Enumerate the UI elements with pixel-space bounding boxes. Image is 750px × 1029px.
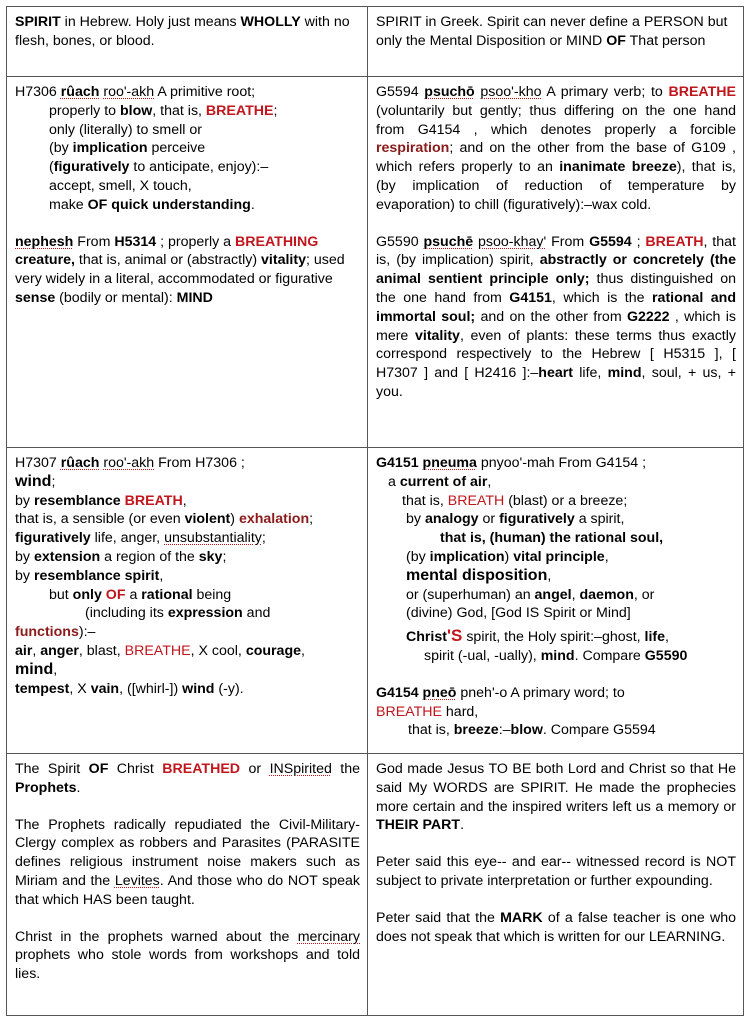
greek-definitions-cell bbox=[368, 77, 744, 448]
g4151-line: mental disposition, bbox=[406, 566, 552, 584]
header-text: SPIRIT in Greek. Spirit can never define a PERSON but only the Mental Disposition or MIND bbox=[376, 14, 728, 49]
lemma: rûach bbox=[60, 84, 100, 100]
document-page bbox=[6, 6, 743, 1016]
prophets-commentary-cell bbox=[7, 754, 368, 1016]
h7307-line: figuratively life, anger, unsubstantiality; bbox=[15, 530, 266, 547]
h7307-line: that is, a sensible (or even violent) exhalation; bbox=[15, 511, 314, 528]
of-word: OF bbox=[606, 32, 626, 49]
g4151-line: a current of air, bbox=[388, 473, 492, 490]
header-text: in Hebrew. Holy just means bbox=[60, 14, 241, 30]
h7306-line: (figuratively to anticipate, enjoy):– bbox=[49, 159, 269, 176]
comparison-table bbox=[6, 6, 744, 1016]
hebrew-header-cell bbox=[7, 7, 368, 77]
g4154-line: G4154 pneō pneh'-o A primary word; to bbox=[376, 684, 625, 701]
commentary-paragraph: Peter said this eye-- and ear-- witnessed record is NOT subject to private interpretation or further expounding. bbox=[376, 854, 736, 889]
nephesh-paragraph: nephesh From H5314 ; properly a BREATHING creature, that is, animal or (abstractly) vitality; used very widely in a literal, accommodated or figurative sense (bodily or mental): MIND bbox=[15, 233, 345, 306]
header-text: That person bbox=[625, 32, 706, 49]
h7307-line: mind, bbox=[15, 660, 58, 678]
h7306-line: properly to blow, that is, BREATHE; bbox=[49, 102, 278, 119]
greek-header-cell bbox=[368, 7, 744, 77]
h7307-line: by extension a region of the sky; bbox=[15, 548, 227, 565]
commentary-paragraph: God made Jesus TO BE both Lord and Christ so that He said My WORDS are SPIRIT. He made the prophecies more certain and the inspired writers left us a memory or THEIR PART. bbox=[376, 761, 736, 834]
commentary-paragraph: The Spirit OF Christ BREATHED or INSpirited the Prophets. bbox=[15, 761, 361, 796]
commentary-row bbox=[7, 754, 744, 1016]
g4151-line: that is, BREATH (blast) or a breeze; bbox=[402, 492, 628, 509]
h7306-line: only (literally) to smell or bbox=[49, 121, 202, 138]
definition-row-1 bbox=[7, 77, 744, 448]
h7307-line: functions):– bbox=[15, 624, 96, 641]
commentary-paragraph: The Prophets radically repudiated the Civil-Military-Clergy complex as robbers and Parasites (PARASITE defines religious instrument noise makers such as Miriam and the Levites. And those who do NOT speak that which HAS been taught. bbox=[15, 816, 360, 908]
pronunciation: roo'-akh bbox=[103, 84, 155, 100]
h7307-line: by resemblance spirit, bbox=[15, 567, 164, 584]
h7306-line: accept, smell, X touch, bbox=[49, 177, 192, 194]
h7307-line: (including its expression and bbox=[85, 605, 271, 622]
g4151-line: by analogy or figuratively a spirit, bbox=[406, 511, 625, 528]
peter-commentary-cell bbox=[368, 754, 744, 1016]
h7306-line: H7306 rûach roo'-akh A primitive root; bbox=[15, 84, 256, 100]
g5594-paragraph: G5594 psuchō psoo'-kho A primary verb; to BREATHE (voluntarily but gently; thus differing on the one hand from G4154 , which denotes properly a forcible respiration; and on the other from the base of G109 , which refers properly to an inanimate breeze), that is, (by implication of reduction of temperature by evaporation) to chill (figuratively):–wax cold. bbox=[376, 84, 737, 213]
wholly-word: WHOLLY bbox=[240, 14, 301, 30]
g4151-line: (divine) God, [God IS Spirit or Mind] bbox=[406, 605, 631, 622]
g5590-paragraph: G5590 psuchē psoo-khay' From G5594 ; BREATH, that is, (by implication) spirit, abstractly or concretely (the animal sentient principle only; thus distinguished on the one hand from G4151, which is the rational and immortal soul; and on the other from G2222 , which is mere vitality, even of plants: these terms thus exactly correspond respectively to the Hebrew [ H5315 ], [ H7307 ] and [ H2416 ]:–heart life, mind, soul, + us, + you. bbox=[376, 233, 737, 400]
g4151-line: (by implication) vital principle, bbox=[406, 548, 609, 565]
h7306-cell bbox=[7, 77, 368, 448]
header-row bbox=[7, 7, 744, 77]
g4151-line: that is, (human) the rational soul, bbox=[440, 530, 664, 547]
commentary-paragraph: Peter said that the MARK of a false teacher is one who does not speak that which is written for our LEARNING. bbox=[376, 909, 736, 945]
h7307-line: H7307 rûach roo'-akh From H7306 ; bbox=[15, 455, 245, 471]
header-text: with no flesh, bones, or blood. bbox=[15, 14, 350, 49]
commentary-paragraph: Christ in the prophets warned about the mercinary prophets who stole words from workshops and told lies. bbox=[15, 928, 360, 983]
pneuma-cell bbox=[368, 448, 744, 754]
h7307-line: but only OF a rational being bbox=[49, 586, 232, 603]
g4154-line: BREATHE hard, bbox=[376, 703, 479, 720]
h7307-line: tempest, X vain, ([whirl-]) wind (-y). bbox=[15, 680, 244, 697]
h7307-line: air, anger, blast, BREATHE, X cool, courage, bbox=[15, 642, 305, 659]
g4151-line: Christ'S spirit, the Holy spirit:–ghost, life, bbox=[406, 626, 669, 646]
g4151-line: spirit (-ual, -ually), mind. Compare G5590 bbox=[424, 647, 688, 664]
h7306-line: make OF quick understanding. bbox=[49, 196, 255, 213]
g4154-line: that is, breeze:–blow. Compare G5594 bbox=[408, 722, 656, 739]
h7307-line: wind; bbox=[15, 472, 56, 490]
g4151-line: or (superhuman) an angel, daemon, or bbox=[406, 586, 655, 603]
h7306-line: (by implication perceive bbox=[49, 140, 206, 157]
h7307-line: by resemblance BREATH, bbox=[15, 492, 187, 509]
spirit-word: SPIRIT bbox=[15, 14, 61, 30]
definition-row-2 bbox=[7, 448, 744, 754]
h7307-cell bbox=[7, 448, 368, 754]
g4151-line: G4151 pneuma pnyoo'-mah From G4154 ; bbox=[376, 455, 647, 471]
